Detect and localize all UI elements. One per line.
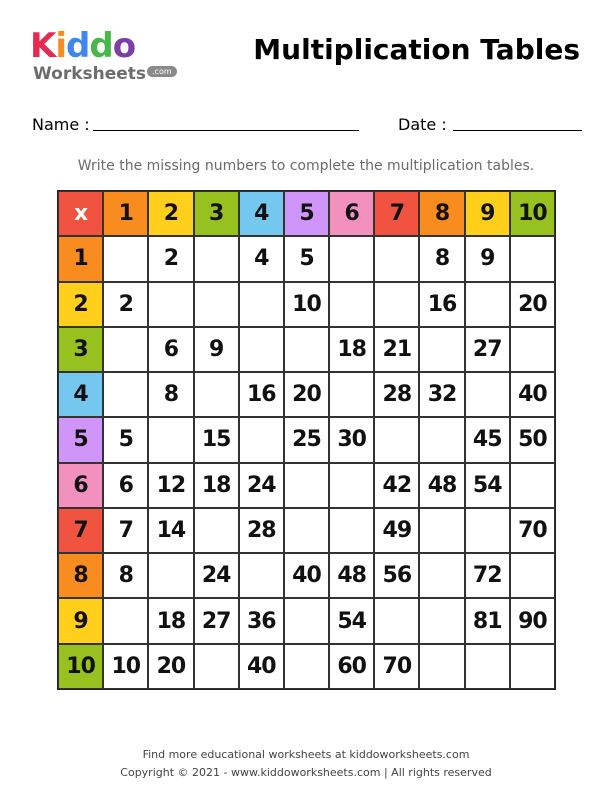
answer-cell-blank[interactable]	[103, 372, 148, 417]
column-header-5: 5	[284, 191, 329, 236]
answer-cell-blank[interactable]	[329, 508, 374, 553]
column-header-2: 2	[148, 191, 193, 236]
answer-cell: 48	[329, 553, 374, 598]
answer-cell: 14	[148, 508, 193, 553]
answer-cell: 5	[284, 236, 329, 281]
logo-com: .com	[147, 66, 177, 77]
answer-cell-blank[interactable]	[510, 463, 555, 508]
answer-cell: 40	[510, 372, 555, 417]
column-header-4: 4	[239, 191, 284, 236]
name-label: Name :	[32, 115, 90, 134]
answer-cell: 70	[510, 508, 555, 553]
answer-cell: 40	[239, 644, 284, 689]
answer-cell: 24	[239, 463, 284, 508]
answer-cell-blank[interactable]	[329, 372, 374, 417]
answer-cell-blank[interactable]	[510, 644, 555, 689]
row-header-10: 10	[58, 644, 103, 689]
answer-cell: 20	[284, 372, 329, 417]
answer-cell: 18	[148, 598, 193, 643]
column-header-7: 7	[374, 191, 419, 236]
answer-cell: 72	[465, 553, 510, 598]
row-header-2: 2	[58, 282, 103, 327]
answer-cell-blank[interactable]	[419, 553, 464, 598]
column-header-10: 10	[510, 191, 555, 236]
answer-cell: 6	[148, 327, 193, 372]
answer-cell: 2	[148, 236, 193, 281]
date-input-line[interactable]	[453, 130, 582, 131]
answer-cell: 21	[374, 327, 419, 372]
row-header-7: 7	[58, 508, 103, 553]
answer-cell-blank[interactable]	[374, 417, 419, 462]
answer-cell: 36	[239, 598, 284, 643]
answer-cell: 60	[329, 644, 374, 689]
answer-cell-blank[interactable]	[419, 417, 464, 462]
answer-cell-blank[interactable]	[103, 327, 148, 372]
answer-cell: 8	[419, 236, 464, 281]
answer-cell: 12	[148, 463, 193, 508]
answer-cell-blank[interactable]	[284, 463, 329, 508]
answer-cell: 28	[239, 508, 284, 553]
answer-cell-blank[interactable]	[329, 236, 374, 281]
corner-cell: x	[58, 191, 103, 236]
answer-cell-blank[interactable]	[374, 598, 419, 643]
answer-cell: 49	[374, 508, 419, 553]
answer-cell-blank[interactable]	[194, 236, 239, 281]
answer-cell: 2	[103, 282, 148, 327]
answer-cell-blank[interactable]	[329, 282, 374, 327]
answer-cell-blank[interactable]	[284, 644, 329, 689]
logo-worksheets: Worksheets	[33, 64, 147, 84]
answer-cell: 54	[465, 463, 510, 508]
answer-cell-blank[interactable]	[284, 508, 329, 553]
answer-cell: 16	[239, 372, 284, 417]
answer-cell-blank[interactable]	[329, 463, 374, 508]
answer-cell-blank[interactable]	[239, 417, 284, 462]
answer-cell: 24	[194, 553, 239, 598]
answer-cell: 48	[419, 463, 464, 508]
answer-cell: 10	[103, 644, 148, 689]
answer-cell-blank[interactable]	[284, 598, 329, 643]
footer-line-1: Find more educational worksheets at kiddoworksheets.com	[142, 748, 470, 761]
answer-cell: 8	[148, 372, 193, 417]
kiddo-worksheets-logo	[30, 26, 172, 85]
answer-cell-blank[interactable]	[239, 553, 284, 598]
answer-cell: 7	[103, 508, 148, 553]
answer-cell: 81	[465, 598, 510, 643]
answer-cell: 32	[419, 372, 464, 417]
answer-cell-blank[interactable]	[284, 327, 329, 372]
answer-cell: 50	[510, 417, 555, 462]
answer-cell: 18	[194, 463, 239, 508]
answer-cell: 8	[103, 553, 148, 598]
answer-cell: 56	[374, 553, 419, 598]
answer-cell: 10	[284, 282, 329, 327]
answer-cell-blank[interactable]	[194, 644, 239, 689]
row-header-4: 4	[58, 372, 103, 417]
row-header-8: 8	[58, 553, 103, 598]
answer-cell: 54	[329, 598, 374, 643]
answer-cell-blank[interactable]	[194, 282, 239, 327]
answer-cell-blank[interactable]	[510, 236, 555, 281]
column-header-3: 3	[194, 191, 239, 236]
answer-cell-blank[interactable]	[419, 644, 464, 689]
answer-cell-blank[interactable]	[510, 553, 555, 598]
answer-cell: 70	[374, 644, 419, 689]
row-header-3: 3	[58, 327, 103, 372]
answer-cell-blank[interactable]	[103, 236, 148, 281]
answer-cell: 16	[419, 282, 464, 327]
answer-cell: 15	[194, 417, 239, 462]
answer-cell-blank[interactable]	[239, 327, 284, 372]
multiplication-grid	[57, 190, 556, 690]
footer-line-2: Copyright © 2021 - www.kiddoworksheets.com | All rights reserved	[120, 766, 492, 779]
answer-cell-blank[interactable]	[239, 282, 284, 327]
answer-cell: 9	[194, 327, 239, 372]
column-header-8: 8	[419, 191, 464, 236]
answer-cell-blank[interactable]	[465, 644, 510, 689]
column-header-9: 9	[465, 191, 510, 236]
answer-cell-blank[interactable]	[148, 282, 193, 327]
answer-cell-blank[interactable]	[419, 508, 464, 553]
answer-cell-blank[interactable]	[148, 553, 193, 598]
row-header-5: 5	[58, 417, 103, 462]
row-header-6: 6	[58, 463, 103, 508]
page-title: Multiplication Tables	[253, 33, 580, 66]
answer-cell-blank[interactable]	[419, 327, 464, 372]
answer-cell: 90	[510, 598, 555, 643]
answer-cell: 45	[465, 417, 510, 462]
answer-cell-blank[interactable]	[148, 417, 193, 462]
answer-cell-blank[interactable]	[103, 598, 148, 643]
answer-cell: 28	[374, 372, 419, 417]
instructions: Write the missing numbers to complete the multiplication tables.	[77, 158, 535, 174]
answer-cell-blank[interactable]	[419, 598, 464, 643]
answer-cell-blank[interactable]	[374, 282, 419, 327]
column-header-1: 1	[103, 191, 148, 236]
answer-cell: 40	[284, 553, 329, 598]
row-header-9: 9	[58, 598, 103, 643]
answer-cell: 30	[329, 417, 374, 462]
answer-cell-blank[interactable]	[194, 372, 239, 417]
answer-cell-blank[interactable]	[194, 508, 239, 553]
answer-cell: 6	[103, 463, 148, 508]
answer-cell: 25	[284, 417, 329, 462]
name-input-line[interactable]	[93, 130, 359, 131]
answer-cell: 20	[510, 282, 555, 327]
answer-cell: 18	[329, 327, 374, 372]
answer-cell-blank[interactable]	[465, 282, 510, 327]
answer-cell: 27	[194, 598, 239, 643]
answer-cell-blank[interactable]	[510, 327, 555, 372]
answer-cell: 4	[239, 236, 284, 281]
answer-cell: 9	[465, 236, 510, 281]
answer-cell: 5	[103, 417, 148, 462]
answer-cell-blank[interactable]	[374, 236, 419, 281]
answer-cell: 42	[374, 463, 419, 508]
logo-kiddo: Kiddo	[30, 26, 136, 66]
answer-cell: 20	[148, 644, 193, 689]
column-header-6: 6	[329, 191, 374, 236]
answer-cell: 27	[465, 327, 510, 372]
answer-cell-blank[interactable]	[465, 508, 510, 553]
answer-cell-blank[interactable]	[465, 372, 510, 417]
row-header-1: 1	[58, 236, 103, 281]
date-label: Date :	[398, 115, 447, 134]
